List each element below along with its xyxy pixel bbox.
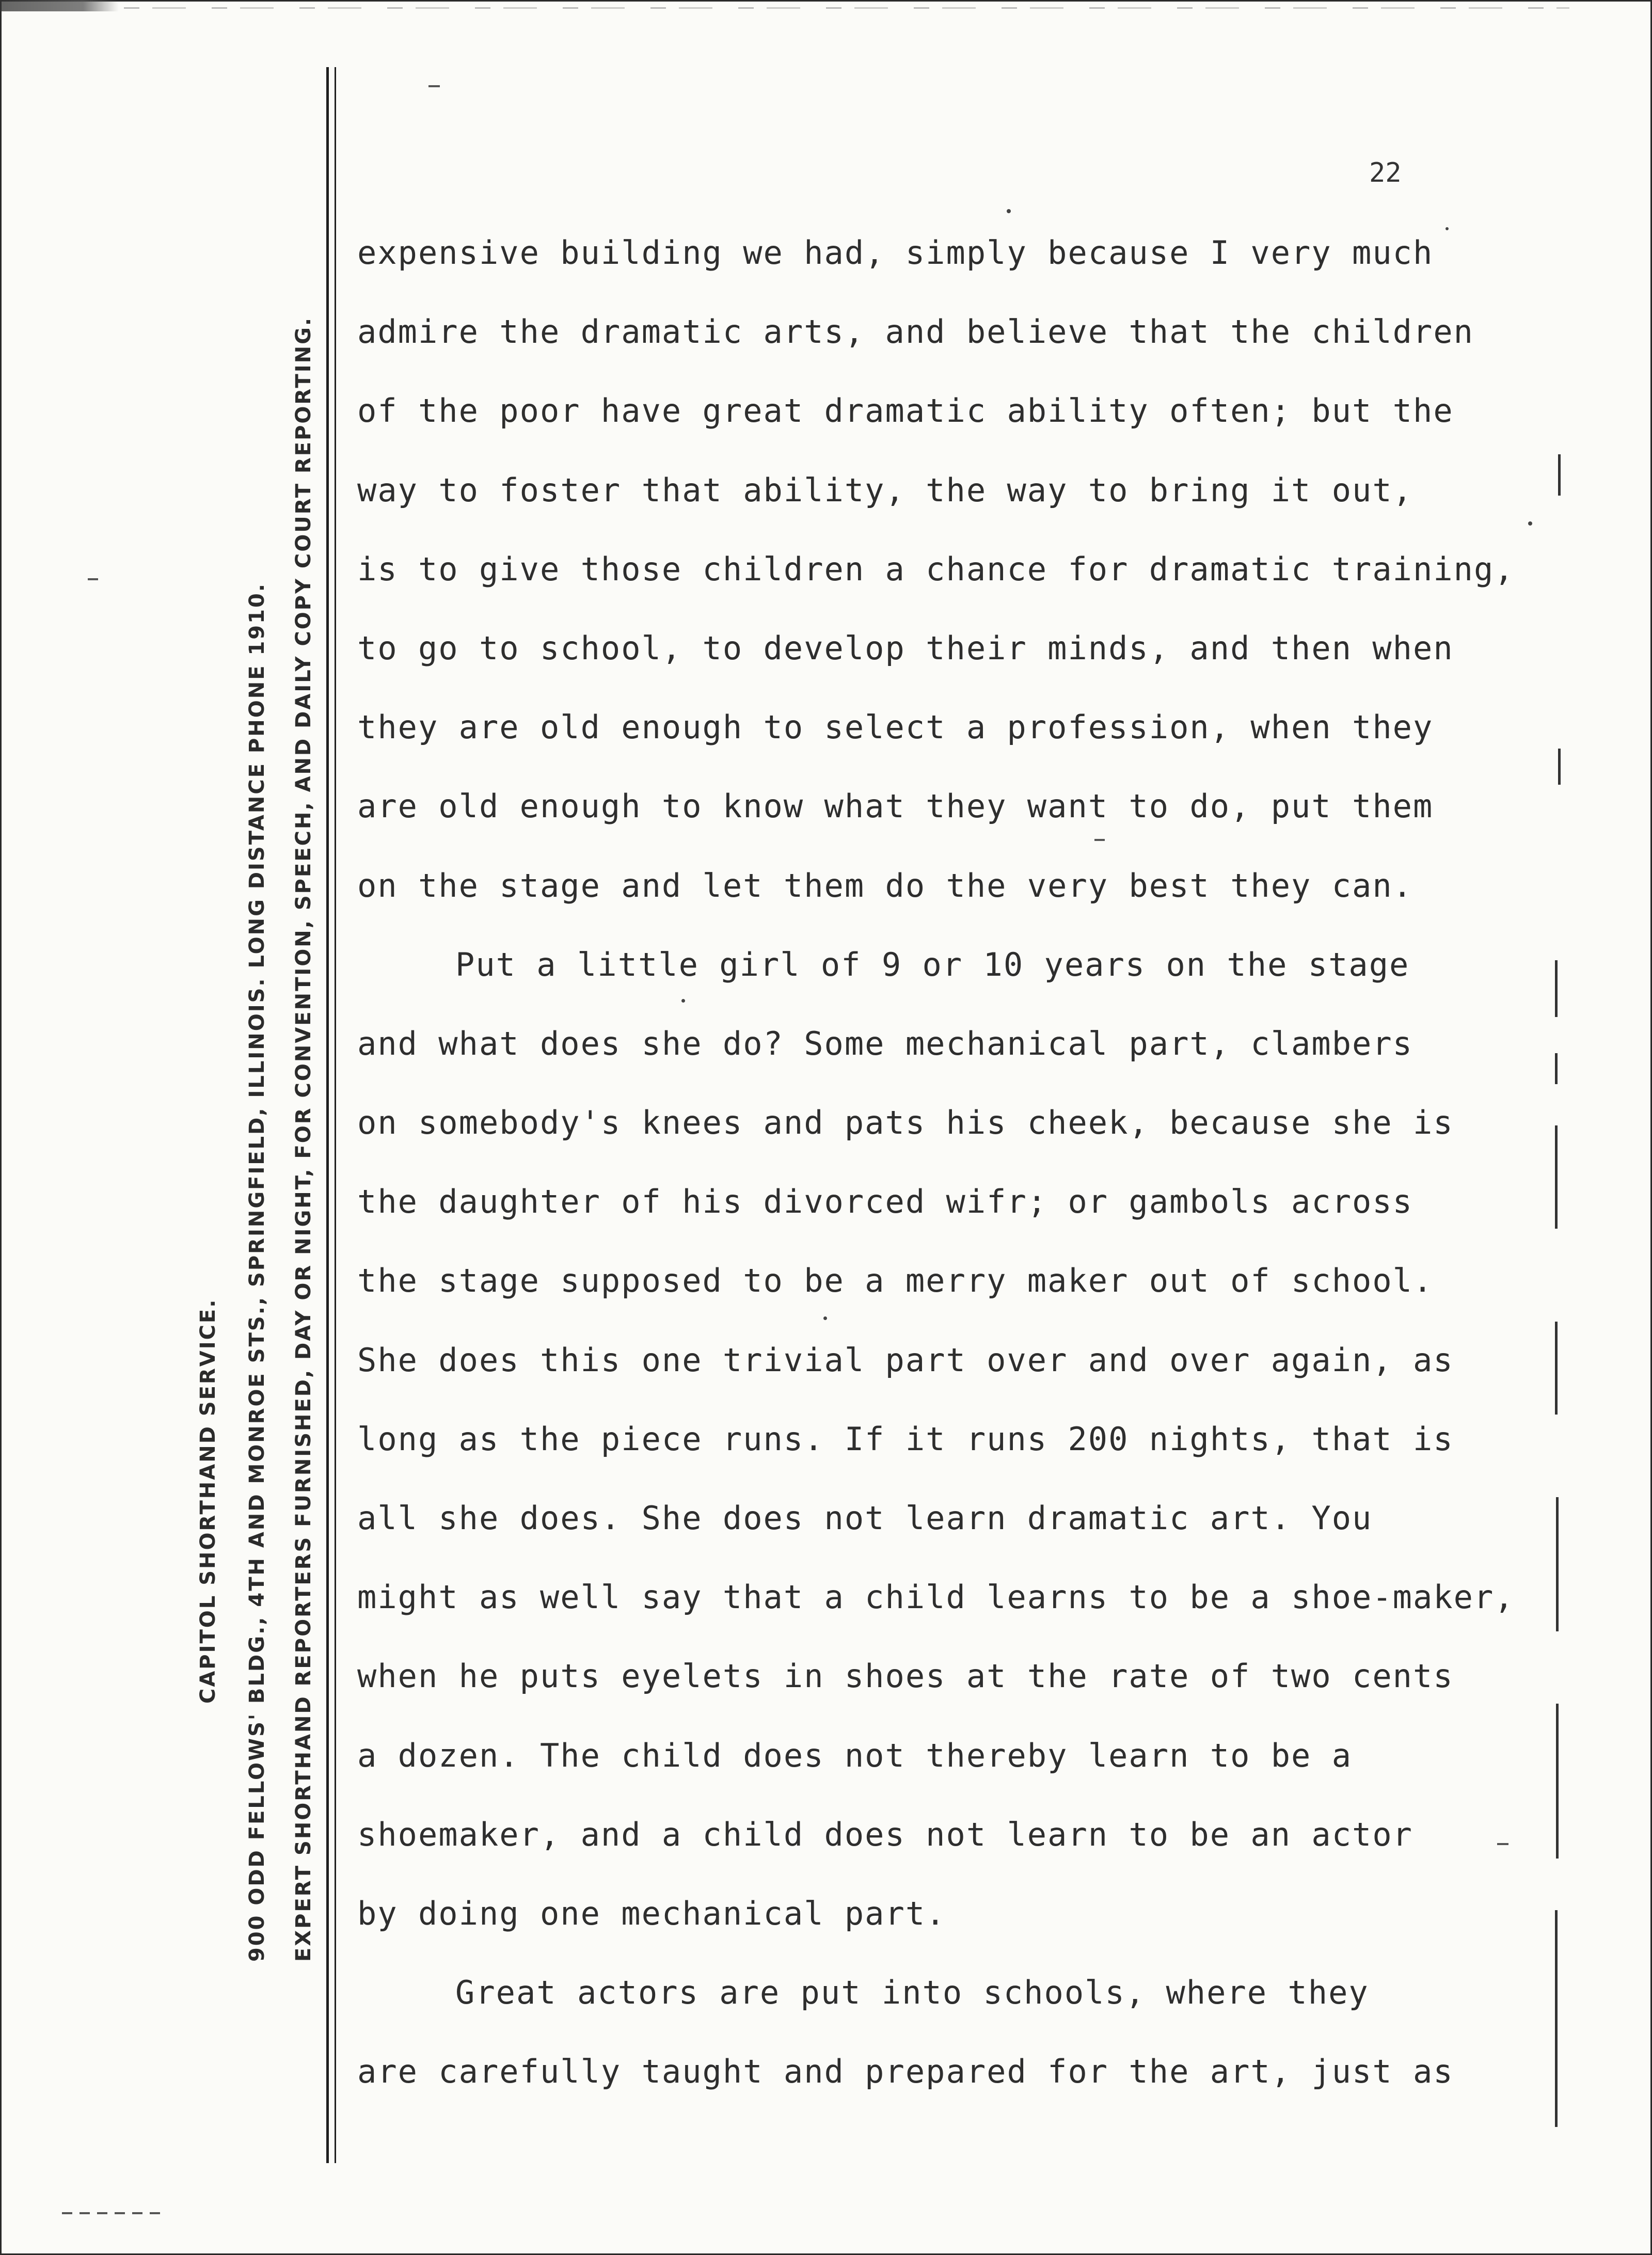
edge-mark <box>1558 454 1561 496</box>
typed-text-body <box>357 232 1545 2131</box>
scan-mark <box>1094 839 1105 841</box>
text-line: they are old enough to select a profession, when they <box>357 708 1434 747</box>
text-line: all she does. She does not learn dramatic art. You <box>357 1499 1373 1537</box>
scan-speck <box>681 999 685 1003</box>
text-line: shoemaker, and a child does not learn to be an actor <box>357 1815 1413 1853</box>
edge-mark <box>1556 1497 1559 1631</box>
edge-mark <box>1555 1125 1558 1229</box>
text-line: might as well say that a child learns to be a shoe-maker, <box>357 1578 1515 1616</box>
text-line: are old enough to know what they want to do, put them <box>357 787 1434 825</box>
scan-mark <box>62 2212 165 2214</box>
edge-mark <box>1558 749 1561 785</box>
edge-mark <box>1555 1322 1558 1415</box>
text-line: by doing one mechanical part. <box>357 1894 946 1932</box>
letterhead-address: 900 ODD FELLOWS' BLDG., 4TH AND MONROE STS., SPRINGFIELD, ILLINOIS. LONG DISTANCE PHONE 1910. <box>245 582 269 1962</box>
scan-speck <box>823 1316 827 1320</box>
scan-speck <box>1528 521 1532 526</box>
text-line: on somebody's knees and pats his cheek, because she is <box>357 1104 1454 1142</box>
scan-edge-line <box>124 7 1569 9</box>
edge-mark <box>1555 1053 1558 1084</box>
scan-mark <box>88 578 98 580</box>
letterhead-services: EXPERT SHORTHAND REPORTERS FURNISHED, DAY OR NIGHT, FOR CONVENTION, SPEECH, AND DAILY COPY COURT REPORTING. <box>292 316 315 1962</box>
letterhead-company-name: CAPITOL SHORTHAND SERVICE. <box>196 1298 220 1704</box>
scan-speck <box>1446 227 1449 230</box>
text-line: a dozen. The child does not thereby learn to be a <box>357 1736 1353 1774</box>
letterhead <box>196 248 372 2003</box>
scan-mark <box>1497 1843 1508 1845</box>
text-line: way to foster that ability, the way to bring it out, <box>357 471 1413 509</box>
text-line: long as the piece runs. If it runs 200 nights, that is <box>357 1420 1454 1458</box>
text-line: Great actors are put into schools, where they <box>455 1974 1369 2012</box>
text-line: to go to school, to develop their minds, and then when <box>357 629 1454 667</box>
text-line: of the poor have great dramatic ability often; but the <box>357 392 1454 430</box>
scan-mark <box>428 85 440 87</box>
text-line: and what does she do? Some mechanical part, clambers <box>357 1024 1413 1062</box>
text-line: She does this one trivial part over and over again, as <box>357 1341 1454 1379</box>
text-line: the daughter of his divorced wifr; or gambols across <box>357 1183 1413 1221</box>
scan-smudge <box>0 0 119 11</box>
text-line: when he puts eyelets in shoes at the rate of two cents <box>357 1657 1454 1695</box>
margin-rule-outer <box>326 67 329 2163</box>
margin-rule-inner <box>335 67 336 2163</box>
text-line: the stage supposed to be a merry maker out of school. <box>357 1262 1434 1300</box>
page-number: 22 <box>1369 157 1402 188</box>
edge-mark <box>1556 1704 1559 1859</box>
text-line: is to give those children a chance for dramatic training, <box>357 550 1515 588</box>
edge-mark <box>1555 1910 1558 2127</box>
text-line: Put a little girl of 9 or 10 years on the stage <box>455 945 1410 983</box>
edge-mark <box>1555 960 1558 1017</box>
text-line: are carefully taught and prepared for the art, just as <box>357 2053 1454 2091</box>
text-line: expensive building we had, simply because I very much <box>357 234 1434 272</box>
text-line: admire the dramatic arts, and believe that the children <box>357 313 1474 351</box>
text-line: on the stage and let them do the very best they can. <box>357 866 1413 904</box>
scan-speck <box>1007 209 1011 213</box>
